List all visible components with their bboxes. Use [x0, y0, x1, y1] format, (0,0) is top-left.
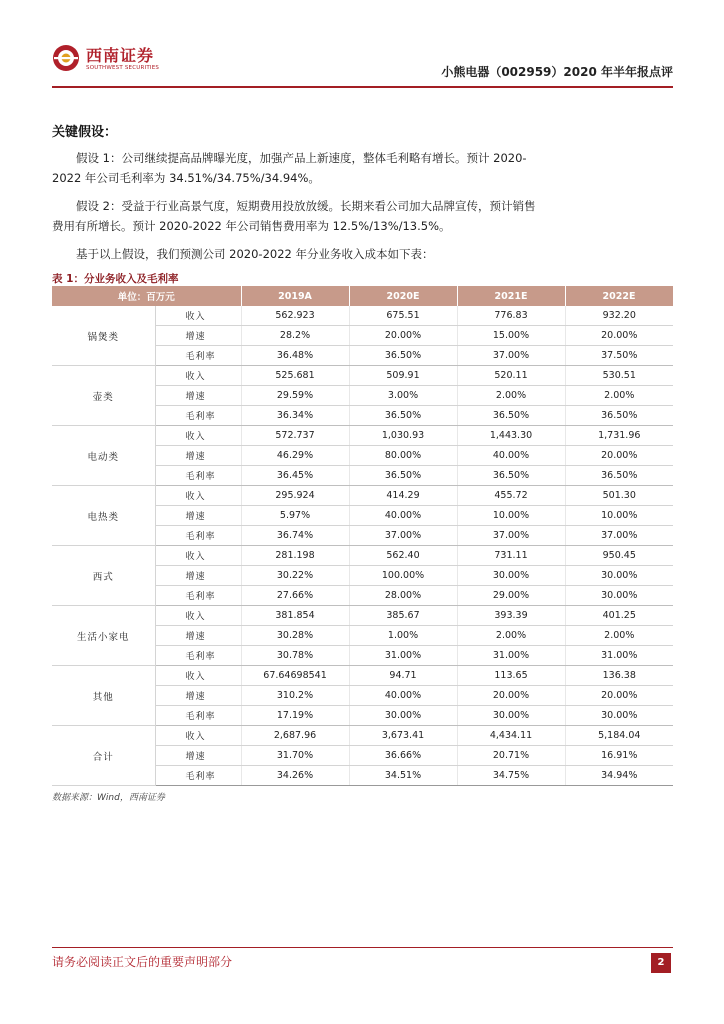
- metric-cell: 增速: [155, 386, 241, 406]
- value-cell: 4,434.11: [457, 726, 565, 746]
- value-cell: 401.25: [565, 606, 673, 626]
- table-row: [52, 546, 673, 566]
- value-cell: 34.75%: [457, 766, 565, 786]
- value-cell: 776.83: [457, 306, 565, 326]
- data-source-note: 数据来源：Wind，西南证券: [52, 793, 165, 803]
- metric-cell: 增速: [155, 626, 241, 646]
- value-cell: 46.29%: [241, 446, 349, 466]
- logo-icon: [52, 44, 80, 72]
- value-cell: 20.00%: [349, 326, 457, 346]
- value-cell: 36.45%: [241, 466, 349, 486]
- value-cell: 17.19%: [241, 706, 349, 726]
- revenue-margin-table: [52, 286, 674, 786]
- header-divider: [52, 86, 673, 88]
- value-cell: 281.198: [241, 546, 349, 566]
- paragraph-intro: [52, 244, 542, 264]
- value-cell: 1,731.96: [565, 426, 673, 446]
- value-cell: 1,030.93: [349, 426, 457, 446]
- report-title: 小熊电器（002959）2020 年半年报点评: [441, 65, 673, 79]
- value-cell: 455.72: [457, 486, 565, 506]
- metric-cell: 增速: [155, 566, 241, 586]
- metric-cell: 增速: [155, 506, 241, 526]
- value-cell: 562.923: [241, 306, 349, 326]
- value-cell: 28.00%: [349, 586, 457, 606]
- value-cell: 67.64698541: [241, 666, 349, 686]
- metric-cell: 收入: [155, 606, 241, 626]
- value-cell: 36.66%: [349, 746, 457, 766]
- value-cell: 30.00%: [349, 706, 457, 726]
- value-cell: 1.00%: [349, 626, 457, 646]
- metric-cell: 增速: [155, 446, 241, 466]
- metric-cell: 收入: [155, 426, 241, 446]
- value-cell: 2.00%: [457, 626, 565, 646]
- value-cell: 29.59%: [241, 386, 349, 406]
- category-cell: 合计: [52, 726, 155, 786]
- metric-cell: 收入: [155, 486, 241, 506]
- value-cell: 525.681: [241, 366, 349, 386]
- value-cell: 20.00%: [565, 326, 673, 346]
- value-cell: 36.50%: [565, 466, 673, 486]
- paragraph-assumption-2: [52, 196, 542, 236]
- value-cell: 30.00%: [565, 566, 673, 586]
- value-cell: 2.00%: [565, 626, 673, 646]
- value-cell: 509.91: [349, 366, 457, 386]
- metric-cell: 收入: [155, 726, 241, 746]
- table-row: [52, 366, 673, 386]
- value-cell: 100.00%: [349, 566, 457, 586]
- value-cell: 530.51: [565, 366, 673, 386]
- value-cell: 34.26%: [241, 766, 349, 786]
- metric-cell: 毛利率: [155, 346, 241, 366]
- value-cell: 36.50%: [349, 466, 457, 486]
- value-cell: 385.67: [349, 606, 457, 626]
- value-cell: 675.51: [349, 306, 457, 326]
- value-cell: 30.00%: [565, 586, 673, 606]
- table-row: [52, 666, 673, 686]
- year-header: 2019A: [241, 286, 349, 306]
- table-body: [52, 306, 673, 786]
- paragraph-text: 基于以上假设，我们预测公司 2020-2022 年分业务收入成本如下表：: [76, 247, 434, 261]
- value-cell: 80.00%: [349, 446, 457, 466]
- section-title: 关键假设：: [52, 125, 118, 140]
- value-cell: 16.91%: [565, 746, 673, 766]
- table-row: [52, 306, 673, 326]
- company-logo: [52, 42, 172, 76]
- category-cell: 西式: [52, 546, 155, 606]
- value-cell: 31.00%: [457, 646, 565, 666]
- footer-divider: [52, 947, 673, 948]
- value-cell: 28.2%: [241, 326, 349, 346]
- metric-cell: 收入: [155, 366, 241, 386]
- value-cell: 393.39: [457, 606, 565, 626]
- value-cell: 34.94%: [565, 766, 673, 786]
- table-row: [52, 726, 673, 746]
- metric-cell: 增速: [155, 746, 241, 766]
- page-number: 2: [651, 953, 671, 973]
- value-cell: 34.51%: [349, 766, 457, 786]
- value-cell: 1,443.30: [457, 426, 565, 446]
- value-cell: 31.00%: [349, 646, 457, 666]
- year-header: 2021E: [457, 286, 565, 306]
- value-cell: 37.50%: [565, 346, 673, 366]
- metric-cell: 毛利率: [155, 766, 241, 786]
- year-header: 2022E: [565, 286, 673, 306]
- value-cell: 501.30: [565, 486, 673, 506]
- metric-cell: 毛利率: [155, 646, 241, 666]
- value-cell: 30.00%: [457, 706, 565, 726]
- metric-cell: 毛利率: [155, 466, 241, 486]
- value-cell: 2,687.96: [241, 726, 349, 746]
- metric-cell: 毛利率: [155, 526, 241, 546]
- table-row: [52, 426, 673, 446]
- value-cell: 381.854: [241, 606, 349, 626]
- value-cell: 30.28%: [241, 626, 349, 646]
- logo-english-name: SOUTHWEST SECURITIES: [86, 65, 160, 71]
- metric-cell: 毛利率: [155, 406, 241, 426]
- value-cell: 29.00%: [457, 586, 565, 606]
- value-cell: 37.00%: [349, 526, 457, 546]
- value-cell: 20.00%: [565, 686, 673, 706]
- metric-cell: 收入: [155, 666, 241, 686]
- category-cell: 生活小家电: [52, 606, 155, 666]
- value-cell: 3.00%: [349, 386, 457, 406]
- category-cell: 电动类: [52, 426, 155, 486]
- value-cell: 31.00%: [565, 646, 673, 666]
- value-cell: 562.40: [349, 546, 457, 566]
- value-cell: 36.50%: [349, 406, 457, 426]
- table-row: [52, 486, 673, 506]
- value-cell: 295.924: [241, 486, 349, 506]
- logo-chinese-name: 西南证券: [86, 46, 155, 65]
- page-header: [0, 0, 724, 90]
- value-cell: 20.00%: [457, 686, 565, 706]
- category-cell: 锅煲类: [52, 306, 155, 366]
- value-cell: 20.71%: [457, 746, 565, 766]
- value-cell: 520.11: [457, 366, 565, 386]
- metric-cell: 收入: [155, 306, 241, 326]
- value-cell: 37.00%: [457, 346, 565, 366]
- category-cell: 其他: [52, 666, 155, 726]
- value-cell: 950.45: [565, 546, 673, 566]
- value-cell: 40.00%: [349, 686, 457, 706]
- value-cell: 5,184.04: [565, 726, 673, 746]
- year-header: 2020E: [349, 286, 457, 306]
- category-cell: 电热类: [52, 486, 155, 546]
- value-cell: 3,673.41: [349, 726, 457, 746]
- value-cell: 37.00%: [565, 526, 673, 546]
- value-cell: 94.71: [349, 666, 457, 686]
- value-cell: 30.00%: [457, 566, 565, 586]
- value-cell: 5.97%: [241, 506, 349, 526]
- value-cell: 30.22%: [241, 566, 349, 586]
- value-cell: 15.00%: [457, 326, 565, 346]
- value-cell: 572.737: [241, 426, 349, 446]
- value-cell: 36.74%: [241, 526, 349, 546]
- value-cell: 36.50%: [457, 466, 565, 486]
- metric-cell: 增速: [155, 686, 241, 706]
- paragraph-assumption-1: [52, 148, 542, 188]
- value-cell: 20.00%: [565, 446, 673, 466]
- value-cell: 36.48%: [241, 346, 349, 366]
- value-cell: 310.2%: [241, 686, 349, 706]
- value-cell: 36.34%: [241, 406, 349, 426]
- value-cell: 31.70%: [241, 746, 349, 766]
- value-cell: 40.00%: [349, 506, 457, 526]
- value-cell: 414.29: [349, 486, 457, 506]
- value-cell: 2.00%: [565, 386, 673, 406]
- table-row: [52, 606, 673, 626]
- value-cell: 37.00%: [457, 526, 565, 546]
- metric-cell: 增速: [155, 326, 241, 346]
- value-cell: 36.50%: [349, 346, 457, 366]
- value-cell: 932.20: [565, 306, 673, 326]
- footer-disclaimer: 请务必阅读正文后的重要声明部分: [52, 955, 233, 969]
- value-cell: 40.00%: [457, 446, 565, 466]
- value-cell: 30.00%: [565, 706, 673, 726]
- metric-cell: 收入: [155, 546, 241, 566]
- value-cell: 36.50%: [457, 406, 565, 426]
- category-cell: 壶类: [52, 366, 155, 426]
- value-cell: 10.00%: [565, 506, 673, 526]
- paragraph-text: 假设 1：公司继续提高品牌曝光度，加强产品上新速度，整体毛利略有增长。预计 2020-2022 年公司毛利率为 34.51%/34.75%/34.94%。: [52, 151, 527, 185]
- value-cell: 10.00%: [457, 506, 565, 526]
- metric-cell: 毛利率: [155, 706, 241, 726]
- value-cell: 136.38: [565, 666, 673, 686]
- value-cell: 731.11: [457, 546, 565, 566]
- value-cell: 27.66%: [241, 586, 349, 606]
- metric-cell: 毛利率: [155, 586, 241, 606]
- table-header-row: [52, 286, 673, 306]
- unit-header: 单位：百万元: [52, 286, 241, 306]
- value-cell: 30.78%: [241, 646, 349, 666]
- value-cell: 2.00%: [457, 386, 565, 406]
- table-title: 表 1：分业务收入及毛利率: [52, 273, 179, 285]
- value-cell: 36.50%: [565, 406, 673, 426]
- value-cell: 113.65: [457, 666, 565, 686]
- paragraph-text: 假设 2：受益于行业高景气度，短期费用投放放缓。长期来看公司加大品牌宣传，预计销售费用有所增长。预计 2020-2022 年公司销售费用率为 12.5%/13%/13.5%。: [52, 199, 536, 233]
